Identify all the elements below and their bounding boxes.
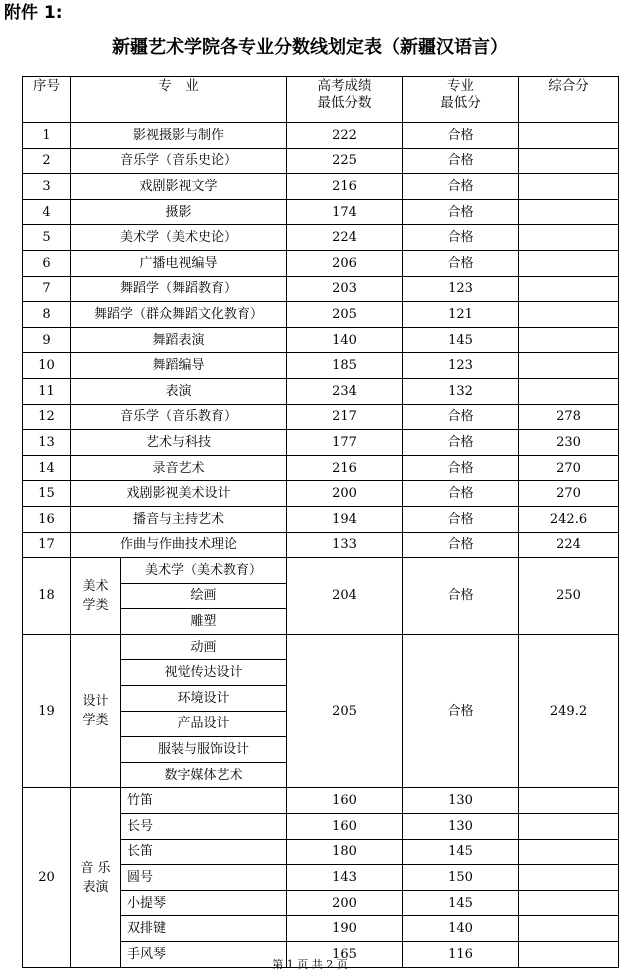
table-row (23, 123, 619, 149)
header-gaokao-line2: 最低分数 (317, 95, 372, 111)
music-composite-score (519, 814, 619, 840)
music-composite-score (519, 839, 619, 865)
row-number: 1 (23, 123, 71, 149)
header-prof-line1: 专业 (447, 78, 474, 94)
music-composite-score (519, 865, 619, 891)
row-gaokao-score: 174 (287, 199, 403, 225)
music-professional-score: 140 (403, 916, 519, 942)
row-composite-score (519, 148, 619, 174)
group-sub-major: 产品设计 (121, 711, 287, 737)
table-row (23, 634, 619, 660)
group-category (71, 634, 121, 788)
music-professional-score: 150 (403, 865, 519, 891)
row-professional-score: 123 (403, 353, 519, 379)
row-number: 15 (23, 481, 71, 507)
row-composite-score (519, 378, 619, 404)
group-professional-score: 合格 (403, 558, 519, 635)
group-category (71, 558, 121, 635)
row-composite-score (519, 276, 619, 302)
row-number: 6 (23, 250, 71, 276)
music-gaokao-score: 165 (287, 942, 403, 968)
row-professional-score: 合格 (403, 506, 519, 532)
table-row (23, 430, 619, 456)
music-instrument: 长笛 (121, 839, 287, 865)
music-professional-score: 130 (403, 814, 519, 840)
row-number: 9 (23, 327, 71, 353)
row-gaokao-score: 217 (287, 404, 403, 430)
row-gaokao-score: 225 (287, 148, 403, 174)
row-professional-score: 合格 (403, 455, 519, 481)
music-gaokao-score: 160 (287, 814, 403, 840)
group-professional-score: 合格 (403, 634, 519, 788)
row-major: 舞蹈学（群众舞蹈文化教育） (71, 302, 287, 328)
row-professional-score: 合格 (403, 404, 519, 430)
row-gaokao-score: 203 (287, 276, 403, 302)
row-number: 3 (23, 174, 71, 200)
table-row (23, 558, 619, 584)
header-seq: 序号 (23, 77, 71, 123)
row-major: 摄影 (71, 199, 287, 225)
row-composite-score (519, 123, 619, 149)
music-gaokao-score: 180 (287, 839, 403, 865)
music-group-category-line2: 表演 (82, 879, 109, 895)
row-gaokao-score: 234 (287, 378, 403, 404)
row-composite-score (519, 225, 619, 251)
row-composite-score: 230 (519, 430, 619, 456)
row-gaokao-score: 222 (287, 123, 403, 149)
row-major: 舞蹈编导 (71, 353, 287, 379)
music-instrument: 长号 (121, 814, 287, 840)
row-composite-score (519, 199, 619, 225)
row-professional-score: 合格 (403, 430, 519, 456)
row-composite-score: 270 (519, 481, 619, 507)
table-row (23, 250, 619, 276)
row-gaokao-score: 216 (287, 455, 403, 481)
row-professional-score: 合格 (403, 225, 519, 251)
music-professional-score: 145 (403, 890, 519, 916)
row-professional-score: 合格 (403, 481, 519, 507)
group-sub-major: 视觉传达设计 (121, 660, 287, 686)
row-number: 11 (23, 378, 71, 404)
group-composite-score: 250 (519, 558, 619, 635)
table-row (23, 174, 619, 200)
music-instrument: 圆号 (121, 865, 287, 891)
table-row (23, 276, 619, 302)
row-composite-score (519, 327, 619, 353)
row-major: 舞蹈表演 (71, 327, 287, 353)
row-gaokao-score: 140 (287, 327, 403, 353)
table-row (23, 302, 619, 328)
row-professional-score: 合格 (403, 250, 519, 276)
music-composite-score (519, 916, 619, 942)
group-category-line2: 学类 (82, 597, 109, 613)
music-composite-score (519, 890, 619, 916)
table-row (23, 532, 619, 558)
row-gaokao-score: 194 (287, 506, 403, 532)
table-row (23, 225, 619, 251)
row-professional-score: 121 (403, 302, 519, 328)
music-professional-score: 145 (403, 839, 519, 865)
group-gaokao-score: 205 (287, 634, 403, 788)
document-title: 新疆艺术学院各专业分数线划定表（新疆汉语言） (112, 37, 508, 58)
row-professional-score: 合格 (403, 123, 519, 149)
row-number: 12 (23, 404, 71, 430)
table-header-row (23, 77, 619, 123)
row-gaokao-score: 224 (287, 225, 403, 251)
music-gaokao-score: 160 (287, 788, 403, 814)
row-composite-score (519, 250, 619, 276)
header-prof (403, 77, 519, 123)
row-number: 17 (23, 532, 71, 558)
table-row (23, 481, 619, 507)
row-major: 影视摄影与制作 (71, 123, 287, 149)
row-major: 广播电视编导 (71, 250, 287, 276)
group-gaokao-score: 204 (287, 558, 403, 635)
group-sub-major: 绘画 (121, 583, 287, 609)
group-category-line2: 学类 (82, 713, 109, 729)
group-sub-major: 美术学（美术教育） (121, 558, 287, 584)
table-row (23, 199, 619, 225)
row-major: 音乐学（音乐史论） (71, 148, 287, 174)
row-professional-score: 合格 (403, 174, 519, 200)
music-instrument: 竹笛 (121, 788, 287, 814)
music-group-number: 20 (23, 788, 71, 967)
row-major: 播音与主持艺术 (71, 506, 287, 532)
music-gaokao-score: 143 (287, 865, 403, 891)
music-instrument: 小提琴 (121, 890, 287, 916)
row-composite-score: 242.6 (519, 506, 619, 532)
group-composite-score: 249.2 (519, 634, 619, 788)
music-group-category-line1: 音 乐 (80, 860, 111, 876)
header-major: 专 业 (71, 77, 287, 123)
group-category-line1: 美术 (82, 578, 109, 594)
row-gaokao-score: 216 (287, 174, 403, 200)
row-composite-score: 270 (519, 455, 619, 481)
table-row (23, 353, 619, 379)
row-professional-score: 合格 (403, 148, 519, 174)
group-sub-major: 环境设计 (121, 686, 287, 712)
row-composite-score: 224 (519, 532, 619, 558)
row-composite-score (519, 353, 619, 379)
header-prof-line2: 最低分 (440, 95, 481, 111)
page-footer: 第 1 页 共 2 页 (272, 958, 348, 971)
row-major: 音乐学（音乐教育） (71, 404, 287, 430)
row-gaokao-score: 177 (287, 430, 403, 456)
header-gaokao-line1: 高考成绩 (317, 78, 372, 94)
row-major: 表演 (71, 378, 287, 404)
row-number: 14 (23, 455, 71, 481)
music-professional-score: 130 (403, 788, 519, 814)
group-category-line1: 设计 (82, 694, 109, 710)
table-row (23, 788, 619, 814)
group-sub-major: 动画 (121, 634, 287, 660)
attachment-label: 附件 1: (4, 3, 63, 23)
row-number: 13 (23, 430, 71, 456)
table-row (23, 148, 619, 174)
row-gaokao-score: 205 (287, 302, 403, 328)
music-instrument: 手风琴 (121, 942, 287, 968)
group-number: 18 (23, 558, 71, 635)
row-gaokao-score: 206 (287, 250, 403, 276)
row-number: 4 (23, 199, 71, 225)
row-number: 2 (23, 148, 71, 174)
row-number: 10 (23, 353, 71, 379)
table-row (23, 378, 619, 404)
score-table (22, 76, 619, 968)
music-gaokao-score: 200 (287, 890, 403, 916)
music-composite-score (519, 788, 619, 814)
row-major: 舞蹈学（舞蹈教育） (71, 276, 287, 302)
table-row (23, 506, 619, 532)
table-row (23, 404, 619, 430)
group-sub-major: 服装与服饰设计 (121, 737, 287, 763)
group-number: 19 (23, 634, 71, 788)
row-composite-score (519, 174, 619, 200)
header-composite: 综合分 (519, 77, 619, 123)
row-gaokao-score: 185 (287, 353, 403, 379)
row-professional-score: 132 (403, 378, 519, 404)
row-major: 艺术与科技 (71, 430, 287, 456)
row-professional-score: 合格 (403, 532, 519, 558)
row-major: 戏剧影视美术设计 (71, 481, 287, 507)
row-major: 美术学（美术史论） (71, 225, 287, 251)
row-number: 7 (23, 276, 71, 302)
row-major: 作曲与作曲技术理论 (71, 532, 287, 558)
row-gaokao-score: 200 (287, 481, 403, 507)
row-number: 16 (23, 506, 71, 532)
music-instrument: 双排键 (121, 916, 287, 942)
table-row (23, 327, 619, 353)
music-gaokao-score: 190 (287, 916, 403, 942)
table-row (23, 455, 619, 481)
row-number: 5 (23, 225, 71, 251)
row-composite-score: 278 (519, 404, 619, 430)
group-sub-major: 雕塑 (121, 609, 287, 635)
row-professional-score: 145 (403, 327, 519, 353)
header-gaokao (287, 77, 403, 123)
music-group-category (71, 788, 121, 967)
row-number: 8 (23, 302, 71, 328)
row-professional-score: 123 (403, 276, 519, 302)
row-professional-score: 合格 (403, 199, 519, 225)
music-professional-score: 116 (403, 942, 519, 968)
row-composite-score (519, 302, 619, 328)
group-sub-major: 数字媒体艺术 (121, 762, 287, 788)
row-gaokao-score: 133 (287, 532, 403, 558)
row-major: 戏剧影视文学 (71, 174, 287, 200)
row-major: 录音艺术 (71, 455, 287, 481)
